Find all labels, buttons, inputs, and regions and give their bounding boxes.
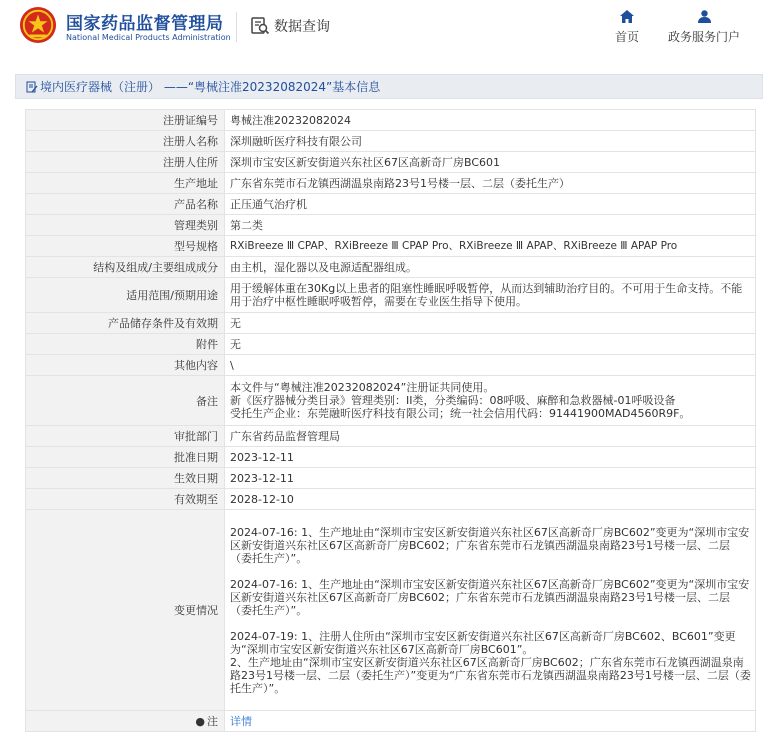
field-value: 2028-12-10 (225, 489, 756, 510)
document-edit-icon (26, 81, 38, 93)
field-label: 生效日期 (26, 468, 225, 489)
table-row (26, 110, 756, 131)
field-value: 无 (225, 334, 756, 355)
table-row (26, 355, 756, 376)
field-value: \ (225, 355, 756, 376)
record-title-bar (15, 74, 763, 99)
field-value: 广东省东莞市石龙镇西湖温泉南路23号1号楼一层、二层（委托生产） (225, 173, 756, 194)
field-label: 管理类别 (26, 215, 225, 236)
field-value: 正压通气治疗机 (225, 194, 756, 215)
table-row (26, 236, 756, 257)
home-icon (620, 10, 634, 23)
field-label: 变更情况 (26, 510, 225, 711)
national-emblem-logo (19, 6, 57, 44)
field-label: 注册人住所 (26, 152, 225, 173)
field-value: 用于缓解体重在30Kg以上患者的阻塞性睡眠呼吸暂停，从而达到辅助治疗目的。不可用于生命支持。不能用于治疗中枢性睡眠呼吸暂停，需要在专业医生指导下使用。 (225, 278, 756, 313)
field-label: 注册人名称 (26, 131, 225, 152)
table-row (26, 711, 756, 732)
field-label: 生产地址 (26, 173, 225, 194)
brand-title-en: National Medical Products Administration (66, 33, 231, 42)
field-value: 第二类 (225, 215, 756, 236)
pin-icon: ● (195, 714, 205, 728)
field-label: 备注 (26, 376, 225, 426)
nav-service-portal[interactable] (664, 10, 744, 45)
table-row (26, 334, 756, 355)
user-icon (698, 10, 711, 23)
note-label-cell (26, 711, 225, 732)
device-info-table (25, 109, 756, 732)
table-row (26, 376, 756, 426)
header-divider (236, 12, 237, 42)
table-row (26, 468, 756, 489)
nav-home[interactable] (610, 10, 644, 45)
field-value: RXiBreeze Ⅲ CPAP、RXiBreeze Ⅲ CPAP Pro、RXiBreeze Ⅲ APAP、RXiBreeze Ⅲ APAP Pro (225, 236, 756, 257)
field-label: 结构及组成/主要组成成分 (26, 257, 225, 278)
table-row (26, 447, 756, 468)
field-value: 深圳融昕医疗科技有限公司 (225, 131, 756, 152)
field-value: 2023-12-11 (225, 447, 756, 468)
field-label: 型号规格 (26, 236, 225, 257)
field-value: 由主机，湿化器以及电源适配器组成。 (225, 257, 756, 278)
table-row (26, 510, 756, 711)
field-label: 注册证编号 (26, 110, 225, 131)
field-label: 有效期至 (26, 489, 225, 510)
brand-title-cn: 国家药品监督管理局 (66, 14, 224, 34)
field-label: 附件 (26, 334, 225, 355)
table-row (26, 131, 756, 152)
table-row (26, 194, 756, 215)
field-label: 产品储存条件及有效期 (26, 313, 225, 334)
nav-home-label: 首页 (614, 30, 639, 44)
nav-portal-label: 政务服务门户 (667, 30, 740, 44)
details-link[interactable]: 详情 (230, 714, 252, 728)
record-title: 境内医疗器械（注册） ——“粤械注准20232082024”基本信息 (40, 80, 381, 94)
field-label: 适用范围/预期用途 (26, 278, 225, 313)
table-row (26, 313, 756, 334)
table-row (26, 278, 756, 313)
field-value: 2024-07-16: 1、生产地址由“深圳市宝安区新安街道兴东社区67区高新奇厂房BC602”变更为“深圳市宝安区新安街道兴东社区67区高新奇厂房BC602；广东省东莞市石龙镇西湖温泉南路23号1号楼一层、二层（委托生产）”。 2024-07-16: 1、生产地址由“深圳市宝安区新安街道兴东社区67区高新奇厂房BC602”变更为“深圳市宝安区新安街道兴东社区67区高新奇厂房BC602；广东省东莞市石龙镇西湖温泉南路23号1号楼一层、二层（委托生产）”。 2024-07-19: 1、注册人住所由“深圳市宝安区新安街道兴东社区67区高新奇厂房BC602、BC601”变更为“深圳市宝安区新安街道兴东社区67区高新奇厂房BC601”。 2、生产地址由“深圳市宝安区新安街道兴东社区67区高新奇厂房BC602；广东省东莞市石龙镇西湖温泉南路23号1号楼一层、二层（委托生产）”变更为“广东省东莞市石龙镇西湖温泉南路23号1号楼一层、二层（委托生产）”。 (225, 510, 756, 711)
note-value-cell (225, 711, 756, 732)
site-header (0, 0, 763, 58)
table-row (26, 215, 756, 236)
field-value: 深圳市宝安区新安街道兴东社区67区高新奇厂房BC601 (225, 152, 756, 173)
field-label: 其他内容 (26, 355, 225, 376)
field-value: 广东省药品监督管理局 (225, 426, 756, 447)
field-label: 批准日期 (26, 447, 225, 468)
table-row (26, 173, 756, 194)
table-row (26, 152, 756, 173)
table-row (26, 257, 756, 278)
table-row (26, 489, 756, 510)
field-value: 粤械注准20232082024 (225, 110, 756, 131)
field-value: 本文件与“粤械注准20232082024”注册证共同使用。 新《医疗器械分类目录》管理类别：II类，分类编码：08呼吸、麻醉和急救器械-01呼吸设备 受托生产企业：东莞融昕医疗科技有限公司；统一社会信用代码：91441900MAD4560R9F。 (225, 376, 756, 426)
field-value: 2023-12-11 (225, 468, 756, 489)
field-label: 审批部门 (26, 426, 225, 447)
data-query-icon (250, 16, 270, 36)
data-query-label: 数据查询 (274, 19, 330, 35)
data-query-link[interactable] (250, 15, 330, 37)
table-row (26, 426, 756, 447)
note-label-text: 注 (207, 715, 218, 728)
field-label: 产品名称 (26, 194, 225, 215)
note-label (195, 713, 218, 729)
field-value: 无 (225, 313, 756, 334)
